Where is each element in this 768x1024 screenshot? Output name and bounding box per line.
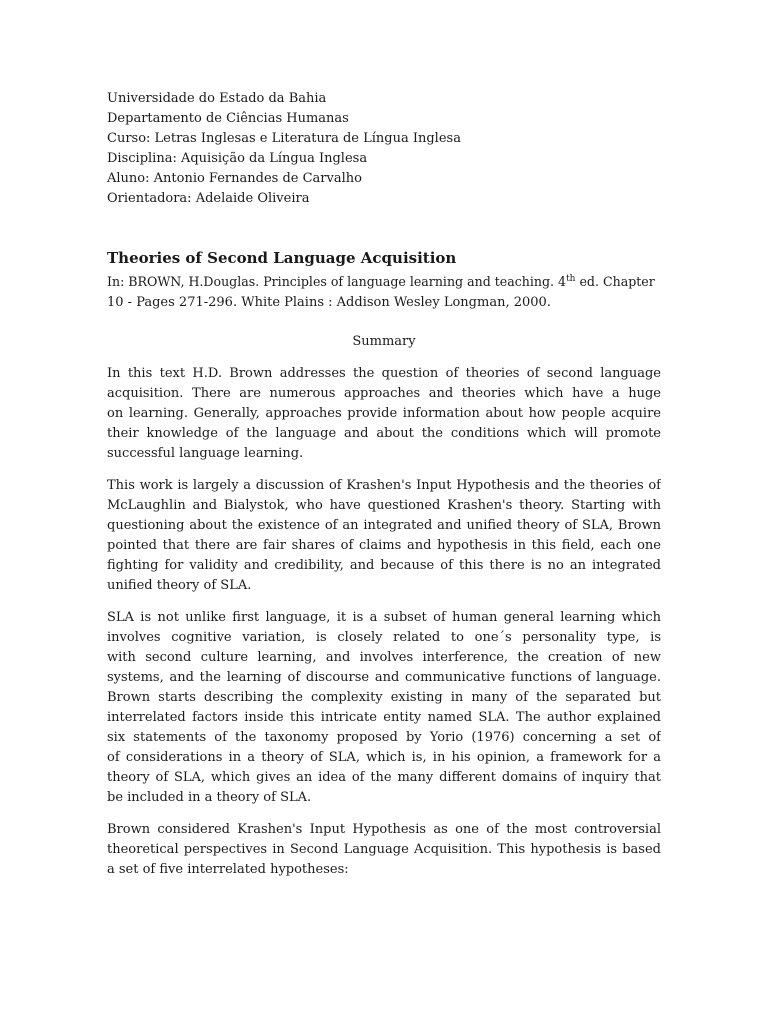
citation-text-before: In: BROWN, H.Douglas. Principles of language learning and teaching. 4 bbox=[107, 274, 567, 289]
paragraph-line: theory of SLA, which gives an idea of the many different domains of inquiry that bbox=[107, 770, 661, 785]
paragraph-line: This work is largely a discussion of Krashen's Input Hypothesis and the theories of bbox=[107, 478, 661, 493]
paragraph-line: interrelated factors inside this intricate entity named SLA. The author explained bbox=[107, 710, 661, 725]
paragraph-line: McLaughlin and Bialystok, who have questioned Krashen's theory. Starting with bbox=[107, 498, 661, 513]
summary-heading: Summary bbox=[352, 334, 416, 349]
subject-line: Disciplina: Aquisição da Língua Inglesa bbox=[107, 151, 368, 166]
citation bbox=[107, 271, 661, 313]
paragraph-line: of considerations in a theory of SLA, which is, in his opinion, a framework for a bbox=[107, 750, 661, 765]
university-line: Universidade do Estado da Bahia bbox=[107, 91, 327, 106]
paragraph-line: SLA is not unlike first language, it is a subset of human general learning which bbox=[107, 610, 661, 625]
department-line: Departamento de Ciências Humanas bbox=[107, 111, 349, 126]
paragraph-2 bbox=[107, 476, 661, 596]
document-header bbox=[107, 89, 661, 209]
paragraph-line: questioning about the existence of an integrated and unified theory of SLA, Brown bbox=[107, 518, 661, 533]
paragraph-line: six statements of the taxonomy proposed by Yorio (1976) concerning a set of bbox=[107, 730, 661, 745]
paragraph-line: Brown starts describing the complexity existing in many of the separated but bbox=[107, 690, 661, 705]
paragraph-line: unified theory of SLA. bbox=[107, 578, 252, 593]
paragraph-line: pointed that there are fair shares of claims and hypothesis in this field, each one bbox=[107, 538, 661, 553]
student-line: Aluno: Antonio Fernandes de Carvalho bbox=[107, 171, 362, 186]
citation-text-after: ed. Chapter bbox=[575, 274, 655, 289]
paragraph-line: Brown considered Krashen's Input Hypothesis as one of the most controversial bbox=[107, 822, 661, 837]
paragraph-3 bbox=[107, 608, 661, 808]
paragraph-line: successful language learning. bbox=[107, 446, 304, 461]
paragraph-line: on learning. Generally, approaches provide information about how people acquire bbox=[107, 406, 661, 421]
paragraph-line: their knowledge of the language and about the conditions which will promote bbox=[107, 426, 661, 441]
advisor-line: Orientadora: Adelaide Oliveira bbox=[107, 191, 310, 206]
paragraph-1 bbox=[107, 364, 661, 464]
paragraph-line: acquisition. There are numerous approaches and theories which have a huge bbox=[107, 386, 661, 401]
document-title: Theories of Second Language Acquisition bbox=[107, 249, 457, 267]
citation-line-2: 10 - Pages 271-296. White Plains : Addison Wesley Longman, 2000. bbox=[107, 295, 551, 310]
citation-superscript: th bbox=[566, 273, 576, 284]
paragraph-line: In this text H.D. Brown addresses the question of theories of second language bbox=[107, 366, 661, 381]
paragraph-line: be included in a theory of SLA. bbox=[107, 790, 312, 805]
course-line: Curso: Letras Inglesas e Literatura de Língua Inglesa bbox=[107, 131, 461, 146]
paragraph-line: involves cognitive variation, is closely related to one´s personality type, is bbox=[107, 630, 661, 645]
paragraph-line: theoretical perspectives in Second Language Acquisition. This hypothesis is based bbox=[107, 842, 661, 857]
paragraph-line: fighting for validity and credibility, and because of this there is no an integrated bbox=[107, 558, 661, 573]
paragraph-line: with second culture learning, and involves interference, the creation of new bbox=[107, 650, 661, 665]
document-page bbox=[107, 0, 661, 1024]
citation-line-1 bbox=[107, 271, 661, 292]
paragraph-4 bbox=[107, 820, 661, 880]
paragraph-line: a set of five interrelated hypotheses: bbox=[107, 862, 349, 877]
paragraph-line: systems, and the learning of discourse and communicative functions of language. bbox=[107, 670, 661, 685]
